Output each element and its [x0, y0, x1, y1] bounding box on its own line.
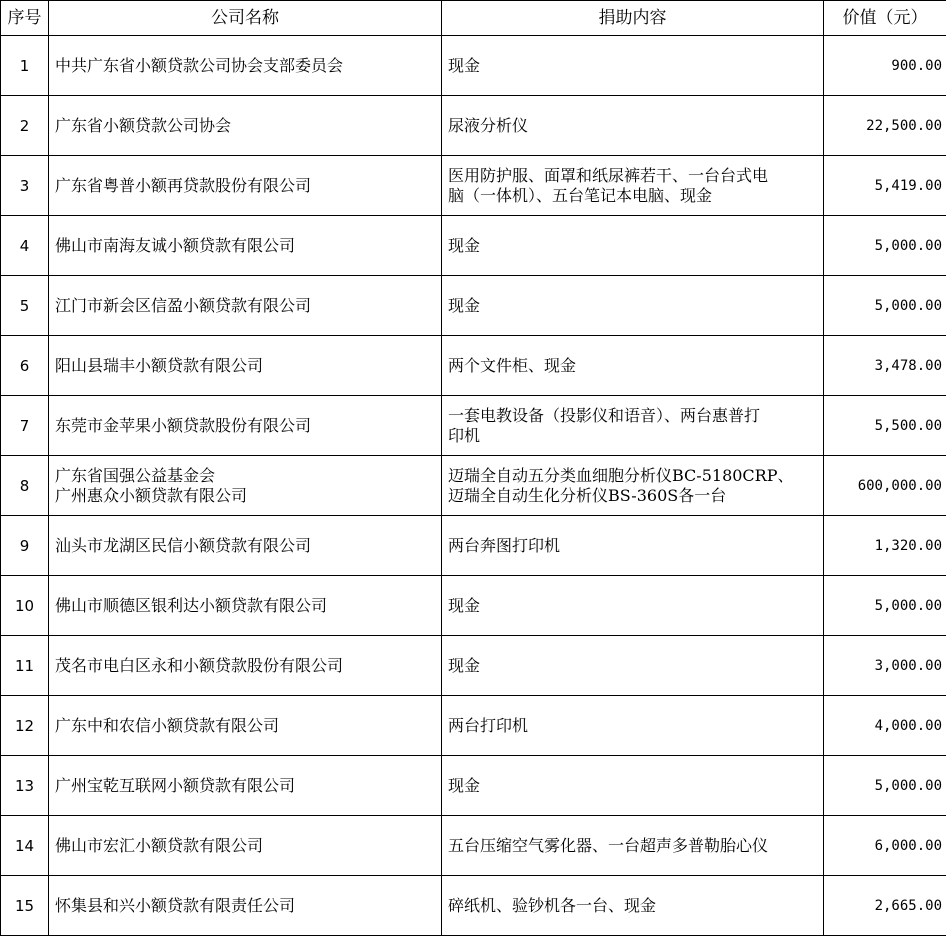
company-name-line: 怀集县和兴小额贷款有限责任公司: [55, 895, 296, 915]
row-index: 15: [1, 876, 49, 936]
company-name-cell: [49, 876, 442, 936]
row-index: 4: [1, 216, 49, 276]
donation-content-cell: [442, 696, 824, 756]
donation-content-line: 碎纸机、验钞机各一台、现金: [448, 895, 657, 915]
company-name-cell: [49, 36, 442, 96]
donation-content-cell: [442, 276, 824, 336]
donation-value: 5,000.00: [824, 756, 946, 816]
company-name-line: 广东中和农信小额贷款有限公司: [55, 715, 280, 735]
company-name-cell: [49, 156, 442, 216]
donation-value: 5,500.00: [824, 396, 946, 456]
row-index: 9: [1, 516, 49, 576]
donation-content-line: 两台打印机: [448, 715, 529, 735]
table-row: [1, 816, 946, 876]
company-name-line: 汕头市龙湖区民信小额贷款有限公司: [55, 535, 312, 555]
table-row: [1, 276, 946, 336]
donation-content-line: 脑（一体机）、五台笔记本电脑、现金: [448, 185, 713, 205]
company-name-line: 广东省小额贷款公司协会: [55, 115, 232, 135]
company-name-line: 广东省粤普小额再贷款股份有限公司: [55, 175, 312, 195]
company-name-line: 广东省国强公益基金会: [55, 465, 216, 485]
donation-content-line: 两台奔图打印机: [448, 535, 561, 555]
table-row: [1, 756, 946, 816]
donation-content-line: 医用防护服、面罩和纸尿裤若干、一台台式电: [448, 165, 769, 185]
company-name-line: 阳山县瑞丰小额贷款有限公司: [55, 355, 264, 375]
table-row: [1, 216, 946, 276]
row-index: 13: [1, 756, 49, 816]
row-index: 2: [1, 96, 49, 156]
donation-content-cell: [442, 636, 824, 696]
donation-value: 2,665.00: [824, 876, 946, 936]
company-name-cell: [49, 516, 442, 576]
company-name-cell: [49, 96, 442, 156]
table-row: [1, 876, 946, 936]
table-row: [1, 36, 946, 96]
header-donation: 捐助内容: [442, 1, 824, 36]
table-row: [1, 456, 946, 516]
donation-content-line: 现金: [448, 295, 481, 315]
table-row: [1, 396, 946, 456]
donation-content-cell: [442, 576, 824, 636]
company-name-line: 佛山市南海友诚小额贷款有限公司: [55, 235, 296, 255]
donation-value: 5,419.00: [824, 156, 946, 216]
company-name-cell: [49, 816, 442, 876]
donation-content-cell: [442, 36, 824, 96]
table-row: [1, 96, 946, 156]
donation-value: 3,000.00: [824, 636, 946, 696]
row-index: 7: [1, 396, 49, 456]
company-name-cell: [49, 336, 442, 396]
table-body: [1, 36, 946, 936]
donation-content-cell: [442, 816, 824, 876]
row-index: 6: [1, 336, 49, 396]
header-value: 价值（元）: [824, 1, 946, 36]
table-row: [1, 636, 946, 696]
table-row: [1, 156, 946, 216]
header-row: [1, 1, 946, 36]
donation-content-line: 尿液分析仪: [448, 115, 529, 135]
company-name-line: 茂名市电白区永和小额贷款股份有限公司: [55, 655, 344, 675]
donation-content-line: 现金: [448, 235, 481, 255]
donation-content-line: 印机: [448, 425, 481, 445]
row-index: 1: [1, 36, 49, 96]
donation-content-cell: [442, 456, 824, 516]
company-name-line: 佛山市顺德区银利达小额贷款有限公司: [55, 595, 328, 615]
header-index: 序号: [1, 1, 49, 36]
row-index: 5: [1, 276, 49, 336]
donation-content-cell: [442, 516, 824, 576]
company-name-cell: [49, 456, 442, 516]
row-index: 11: [1, 636, 49, 696]
donation-content-line: 一套电教设备（投影仪和语音）、两台惠普打: [448, 405, 761, 425]
row-index: 12: [1, 696, 49, 756]
donation-value: 900.00: [824, 36, 946, 96]
company-name-line: 中共广东省小额贷款公司协会支部委员会: [55, 55, 344, 75]
row-index: 10: [1, 576, 49, 636]
company-name-cell: [49, 636, 442, 696]
donation-content-line: 现金: [448, 775, 481, 795]
donation-content-cell: [442, 216, 824, 276]
donation-value: 4,000.00: [824, 696, 946, 756]
donation-content-cell: [442, 756, 824, 816]
donation-content-line: 现金: [448, 595, 481, 615]
donation-content-line: 迈瑞全自动五分类血细胞分析仪BC-5180CRP、: [448, 465, 794, 485]
header-company: 公司名称: [49, 1, 442, 36]
row-index: 14: [1, 816, 49, 876]
donation-value: 22,500.00: [824, 96, 946, 156]
donation-value: 5,000.00: [824, 216, 946, 276]
donation-value: 5,000.00: [824, 276, 946, 336]
donation-content-line: 现金: [448, 55, 481, 75]
table-row: [1, 576, 946, 636]
donation-value: 3,478.00: [824, 336, 946, 396]
donation-content-cell: [442, 876, 824, 936]
company-name-line: 佛山市宏汇小额贷款有限公司: [55, 835, 264, 855]
donation-value: 600,000.00: [824, 456, 946, 516]
company-name-line: 东莞市金苹果小额贷款股份有限公司: [55, 415, 312, 435]
donation-content-cell: [442, 336, 824, 396]
company-name-cell: [49, 696, 442, 756]
company-name-cell: [49, 216, 442, 276]
row-index: 8: [1, 456, 49, 516]
donation-content-line: 五台压缩空气雾化器、一台超声多普勒胎心仪: [448, 835, 769, 855]
table-row: [1, 516, 946, 576]
row-index: 3: [1, 156, 49, 216]
company-name-cell: [49, 396, 442, 456]
company-name-cell: [49, 756, 442, 816]
donation-content-cell: [442, 156, 824, 216]
donation-value: 6,000.00: [824, 816, 946, 876]
donation-content-cell: [442, 396, 824, 456]
table-row: [1, 696, 946, 756]
donation-content-cell: [442, 96, 824, 156]
company-name-cell: [49, 576, 442, 636]
donation-content-line: 两个文件柜、现金: [448, 355, 577, 375]
company-name-cell: [49, 276, 442, 336]
table-row: [1, 336, 946, 396]
donation-value: 1,320.00: [824, 516, 946, 576]
donation-content-line: 迈瑞全自动生化分析仪BS-360S各一台: [448, 485, 727, 505]
company-name-line: 广州惠众小额贷款有限公司: [55, 485, 248, 505]
company-name-line: 广州宝乾互联网小额贷款有限公司: [55, 775, 296, 795]
donation-content-line: 现金: [448, 655, 481, 675]
donation-value: 5,000.00: [824, 576, 946, 636]
company-name-line: 江门市新会区信盈小额贷款有限公司: [55, 295, 312, 315]
